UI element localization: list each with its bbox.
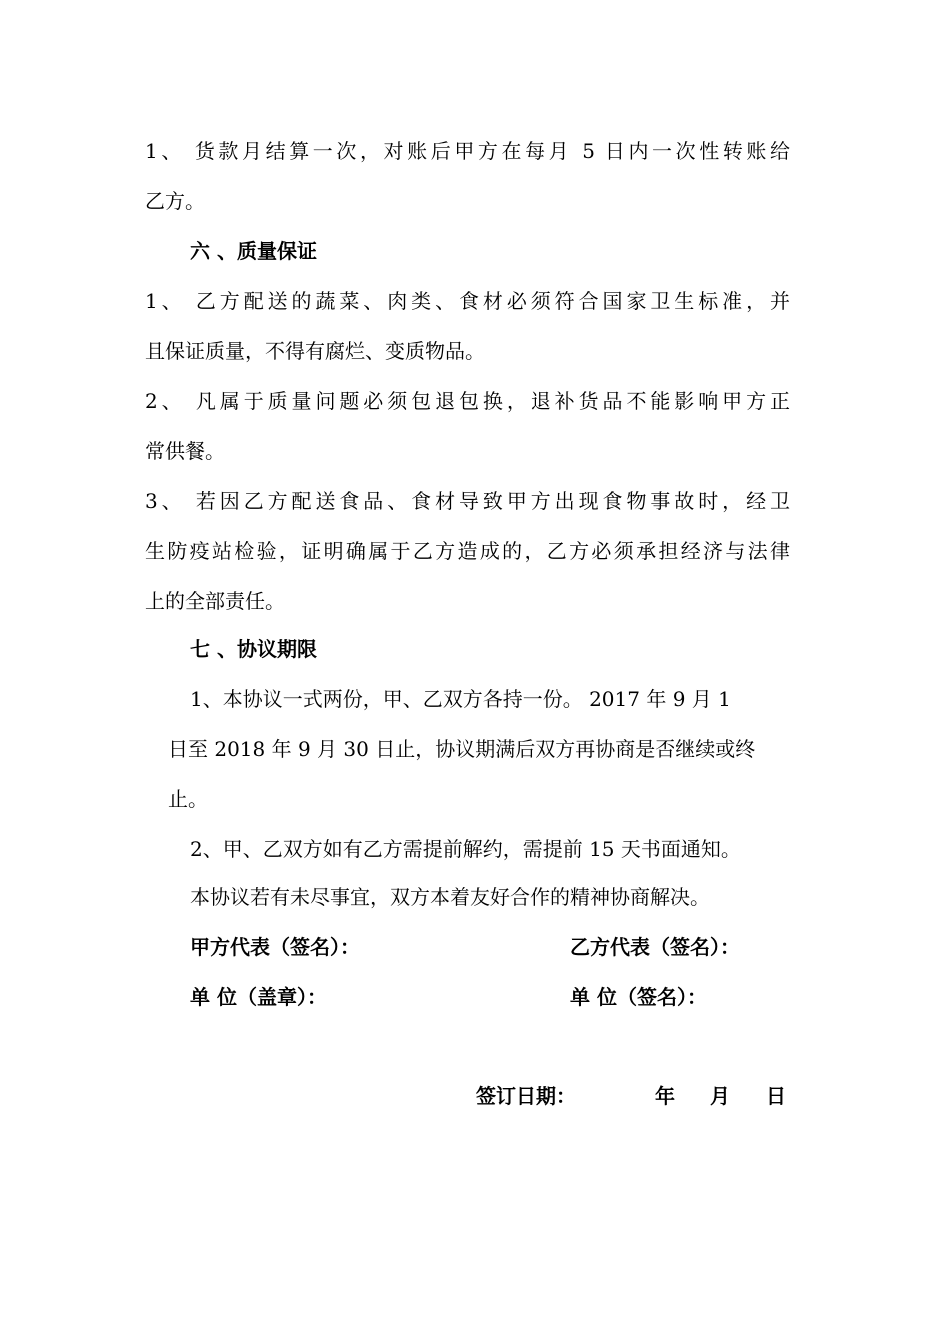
section-7-item-1-line1: 1、本协议一式两份，甲、乙双方各持一份。 2017 年 9 月 1 <box>190 687 731 711</box>
section-7-heading: 七 、协议期限 <box>190 637 317 661</box>
section-6-item-3-line2: 生防疫站检验，证明确属于乙方造成的，乙方必须承担经济与法律 <box>145 539 790 563</box>
section-6-item-1-line2: 且保证质量，不得有腐烂、变质物品。 <box>145 339 485 363</box>
section-6-item-3-line3: 上的全部责任。 <box>145 589 285 613</box>
section-7-item-1-line2: 日至 2018 年 9 月 30 日止，协议期满后双方再协商是否继续或终 <box>168 737 756 761</box>
section-6-heading: 六 、质量保证 <box>190 239 317 263</box>
payment-item-1-line1: 1、 货款月结算一次，对账后甲方在每月 5 日内一次性转账给 <box>145 139 790 163</box>
section-7-item-2: 2、甲、乙双方如有乙方需提前解约，需提前 15 天书面通知。 <box>190 837 741 861</box>
sign-date-day: 日 <box>766 1084 786 1108</box>
section-6-item-3-line1: 3、 若因乙方配送食品、食材导致甲方出现食物事故时，经卫 <box>145 489 790 513</box>
sign-date-label: 签订日期： <box>476 1084 576 1108</box>
section-6-item-1-line1: 1、 乙方配送的蔬菜、肉类、食材必须符合国家卫生标准，并 <box>145 289 790 313</box>
closing-note: 本协议若有未尽事宜，双方本着友好合作的精神协商解决。 <box>190 885 710 909</box>
party-b-representative-label: 乙方代表（签名）： <box>570 935 740 959</box>
section-6-item-2-line1: 2、 凡属于质量问题必须包退包换，退补货品不能影响甲方正 <box>145 389 790 413</box>
sign-date-year: 年 <box>655 1084 675 1108</box>
party-a-unit-label: 单 位（盖章）： <box>190 985 327 1009</box>
party-a-representative-label: 甲方代表（签名）： <box>190 935 360 959</box>
payment-item-1-line2: 乙方。 <box>145 189 205 213</box>
section-6-item-2-line2: 常供餐。 <box>145 439 225 463</box>
section-7-item-1-line3: 止。 <box>168 787 208 811</box>
sign-date-month: 月 <box>710 1084 730 1108</box>
party-b-unit-label: 单 位（签名）： <box>570 985 707 1009</box>
